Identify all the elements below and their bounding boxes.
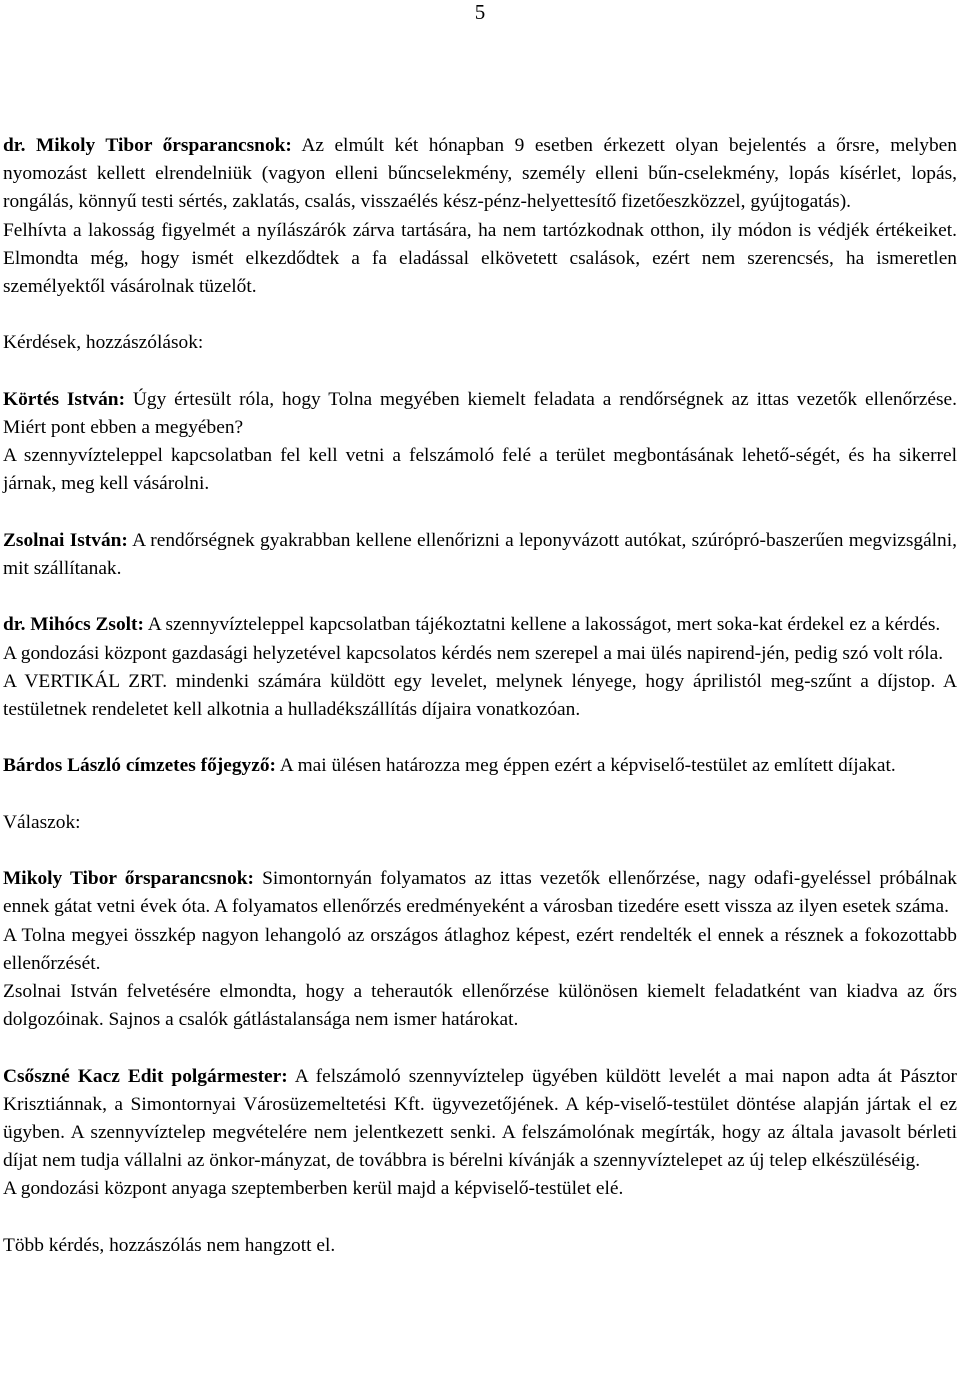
paragraph-text: Felhívta a lakosság figyelmét a nyílászárók zárva tartására, ha nem tartózkodnak otthon, ily módon is védjék értékeiket. Elmondta még, hogy ismét elkezdődtek a fa eladással elkövetett csalások, ezért nem szerencsés, ha ismeretlen személyektől vásárolnak tüzelőt. xyxy=(3,219,957,298)
paragraph xyxy=(3,1232,957,1260)
paragraph xyxy=(3,611,957,639)
paragraph-text: A szennyvízteleppel kapcsolatban fel kell vetni a felszámoló felé a terület megbontásának lehető-ségét, és ha sikerrel járnak, meg kell vásárolni. xyxy=(3,445,957,495)
paragraph xyxy=(3,752,957,780)
text-block xyxy=(3,132,957,301)
page-number: 5 xyxy=(474,0,486,24)
paragraph-text: A szennyvízteleppel kapcsolatban tájékoztatni kellene a lakosságot, mert soka-kat érdekel ez a kérdés. xyxy=(143,614,941,636)
document-body xyxy=(3,132,957,1260)
paragraph xyxy=(3,132,957,217)
speaker-name: dr. Mihócs Zsolt: xyxy=(3,614,144,636)
paragraph xyxy=(3,809,957,837)
paragraph-text: Több kérdés, hozzászólás nem hangzott el. xyxy=(3,1234,336,1256)
paragraph-text: A felszámoló szennyvíztelep ügyében küldött levelét a mai napon adta át Pásztor Krisztiánnak, a Simontornyai Városüzemeltetési Kft. ügyvezetőjének. A kép-viselő-testület döntése alapján jártak el ez ügyben. A szennyvíztelep megvételére nem jelentkezett senki. A felszámolónak megírták, hogy az általa javasolt bérleti díjat nem tudja vállalni az önkor-mányzat, de továbbra is bérelni kívánják a szennyvíztelepet az új telep elkészüléséig. xyxy=(3,1065,957,1172)
paragraph-text: A VERTIKÁL ZRT. mindenki számára küldött egy levelet, melynek lényege, hogy áprilistól meg-szűnt a díjstop. A testületnek rendeletet kell alkotnia a hulladékszállítás díjaira vonatkozóan. xyxy=(3,670,957,720)
paragraph-text: A mai ülésen határozza meg éppen ezért a képviselő-testület az említett díjakat. xyxy=(276,755,896,777)
paragraph xyxy=(3,386,957,442)
paragraph-text: A Tolna megyei összkép nagyon lehangoló az országos átlaghoz képest, ezért rendelték el ennek a résznek a fokozottabb ellenőrzését. xyxy=(3,924,957,974)
speaker-name: Bárdos László címzetes főjegyző: xyxy=(3,755,277,777)
paragraph xyxy=(3,668,957,724)
text-block xyxy=(3,1063,957,1204)
text-block xyxy=(3,752,957,780)
paragraph xyxy=(3,865,957,921)
paragraph-text: Az elmúlt két hónapban 9 esetben érkezett olyan bejelentés a őrsre, melyben nyomozást kellett elrendelniük (vagyon elleni bűncselekmény, személy elleni bűn-cselekmény, lopás kísérlet, lopás, rongálás, könnyű testi sértés, zaklatás, csalás, visszaélés kész-pénz-helyettesítő fizetőeszközzel, gyújtogatás). xyxy=(3,135,957,213)
text-block xyxy=(3,611,957,724)
section-heading xyxy=(3,329,957,357)
paragraph xyxy=(3,329,957,357)
paragraph xyxy=(3,1175,957,1203)
paragraph-text: Zsolnai István felvetésére elmondta, hogy a teherautók ellenőrzése különösen kiemelt feladatként van kiadva az őrs dolgozóinak. Sajnos a csalók gátlástalansága nem ismer határokat. xyxy=(3,980,957,1031)
paragraph-text: Kérdések, hozzászólások: xyxy=(3,332,204,354)
text-block xyxy=(3,386,957,499)
paragraph xyxy=(3,527,957,583)
paragraph xyxy=(3,922,957,978)
paragraph xyxy=(3,978,957,1034)
text-block xyxy=(3,865,957,1034)
text-block xyxy=(3,1232,957,1260)
paragraph-text: A gondozási központ anyaga szeptemberben kerül majd a képviselő-testület elé. xyxy=(3,1178,624,1200)
speaker-name: Körtés István: xyxy=(3,388,126,410)
paragraph-text: Válaszok: xyxy=(3,811,81,833)
paragraph-text: Simontornyán folyamatos az ittas vezetők ellenőrzése, nagy odafi-gyeléssel próbálnak ennek gátat vetni évek óta. A folyamatos ellenőrzés eredményeként a városban tizedére esett vissza az ilyen esetek száma. xyxy=(3,868,958,918)
speaker-name: Mikoly Tibor őrsparancsnok: xyxy=(3,868,255,890)
paragraph xyxy=(3,442,957,498)
section-heading xyxy=(3,809,957,837)
paragraph-text: A gondozási központ gazdasági helyzetével kapcsolatos kérdés nem szerepel a mai ülés napirend-jén, pedig szó volt róla. xyxy=(3,642,944,664)
text-block xyxy=(3,527,957,583)
paragraph-text: Úgy értesült róla, hogy Tolna megyében kiemelt feladata a rendőrségnek az ittas vezetők ellenőrzése. Miért pont ebben a megyében? xyxy=(3,388,957,438)
speaker-name: Csőszné Kacz Edit polgármester: xyxy=(3,1065,288,1087)
paragraph xyxy=(3,1063,957,1176)
speaker-name: dr. Mikoly Tibor őrsparancsnok: xyxy=(3,135,292,156)
paragraph xyxy=(3,217,957,302)
paragraph-text: A rendőrségnek gyakrabban kellene ellenőrizni a leponyvázott autókat, szúrópró-baszerűen megvizsgálni, mit szállítanak. xyxy=(3,529,957,579)
paragraph xyxy=(3,640,957,668)
speaker-name: Zsolnai István: xyxy=(3,529,128,551)
